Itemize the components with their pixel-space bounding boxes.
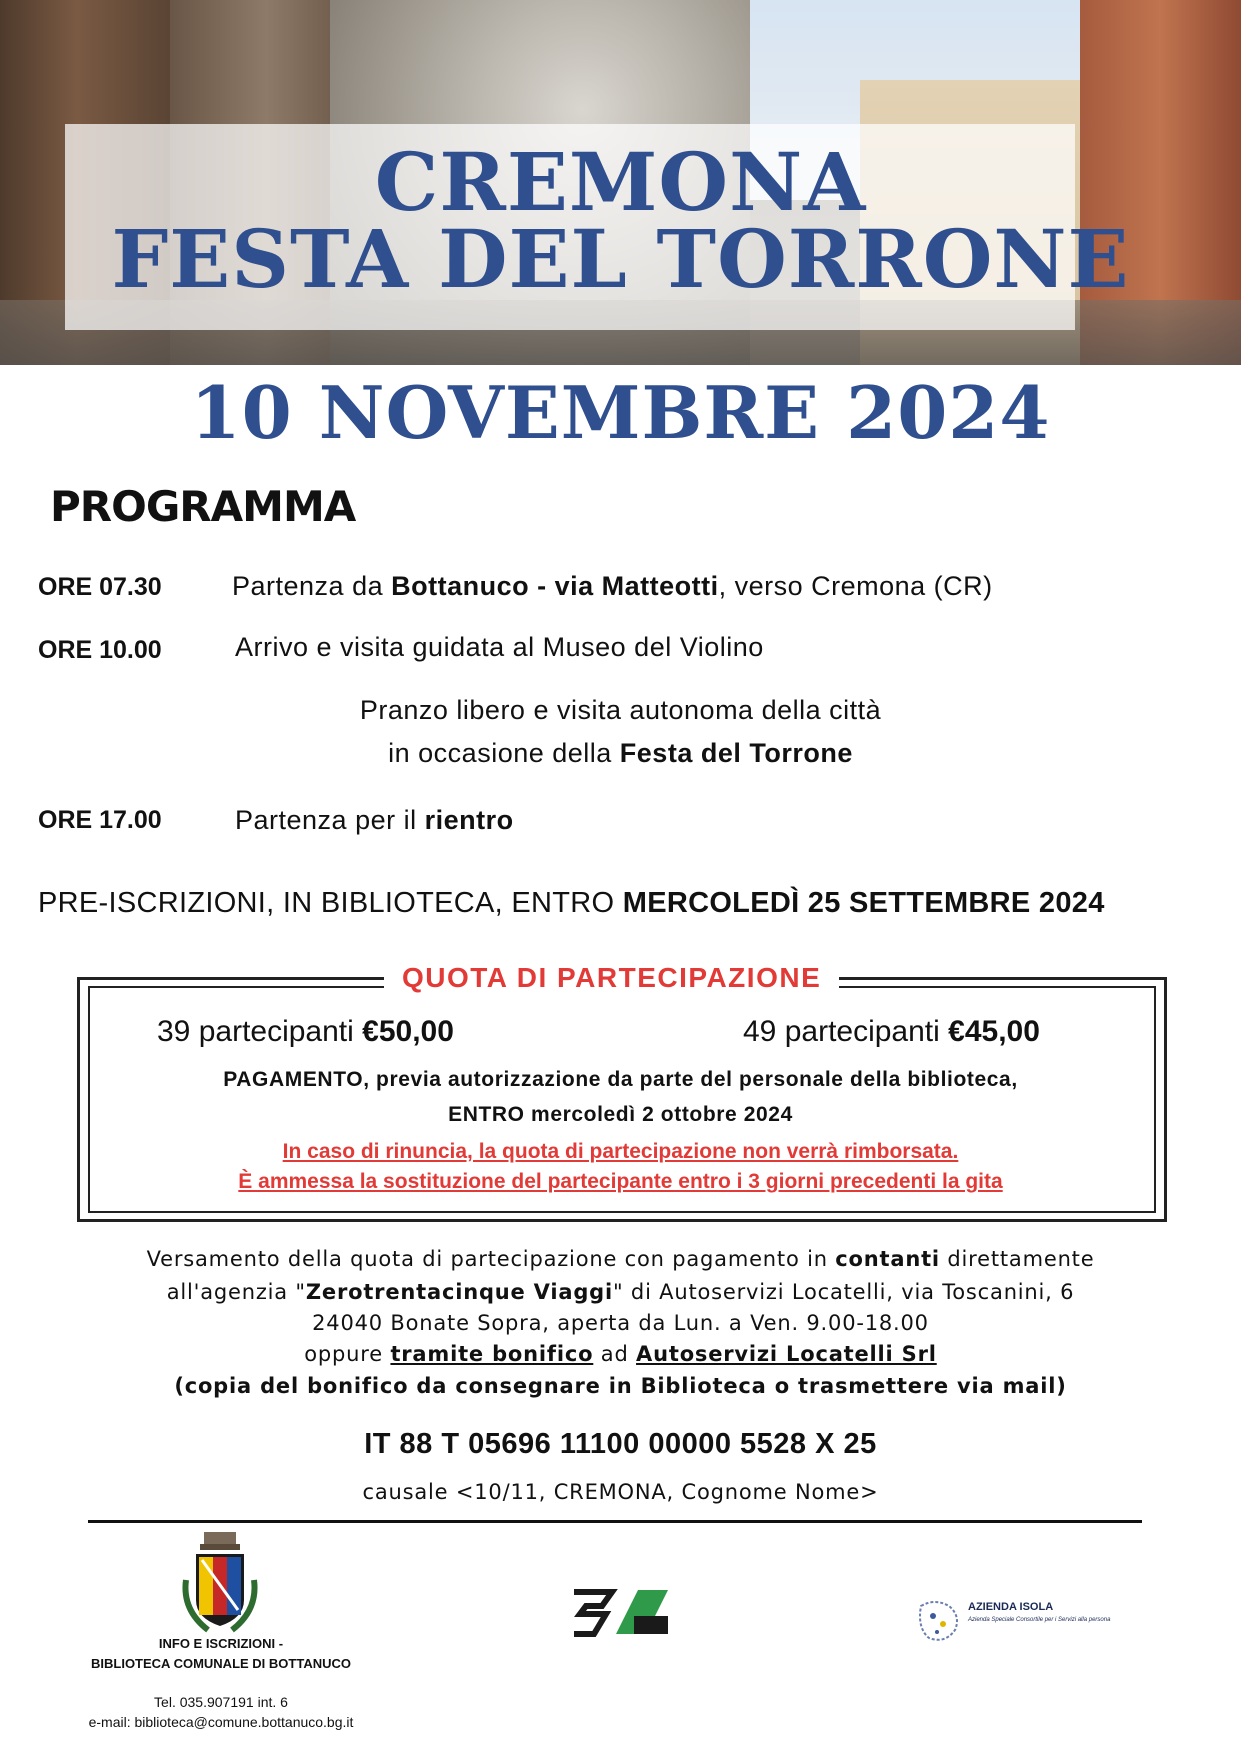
program-item-4: Partenza per il rientro [235,805,514,835]
price-option-1: 39 partecipanti €50,00 [157,1015,454,1048]
program-item-3-line1: Pranzo libero e visita autonoma della città [359,695,882,725]
payment-line-1: PAGAMENTO, previa autorizzazione da parte del personale della biblioteca, [223,1068,1018,1091]
versamento-line-2: all'agenzia "Zerotrentacinque Viaggi" di Autoservizi Locatelli, via Toscanini, 6 [166,1280,1075,1304]
time-2: ORE 10.00 [38,636,162,664]
info-heading-1: INFO E ISCRIZIONI - [158,1636,284,1651]
price-option-2: 49 partecipanti €45,00 [743,1015,1040,1048]
azienda-isola-logo-icon [915,1596,965,1646]
warning-substitution: È ammessa la sostituzione del partecipante entro i 3 giorni precedenti la gita [238,1170,1003,1193]
program-item-3-line2: in occasione della Festa del Torrone [388,738,853,768]
municipal-crest-icon [178,1530,262,1638]
library-system-logo-icon [572,1582,672,1640]
info-heading-2: BIBLIOTECA COMUNALE DI BOTTANUCO [91,1656,351,1671]
versamento-line-4: oppure tramite bonifico ad Autoservizi Locatelli Srl [304,1342,937,1366]
iban: IT 88 T 05696 11100 00000 5528 X 25 [364,1428,877,1460]
programma-heading: PROGRAMMA [50,482,356,531]
versamento-line-5: (copia del bonifico da consegnare in Biblioteca o trasmettere via mail) [174,1374,1067,1398]
warning-refund: In caso di rinuncia, la quota di partecipazione non verrà rimborsata. [282,1140,959,1163]
title-event: FESTA DEL TORRONE [111,212,1130,306]
azienda-isola-name: AZIENDA ISOLA [968,1601,1054,1613]
time-3: ORE 17.00 [38,806,162,834]
azienda-isola-subtitle: Azienda Speciale Consortile per i Servizi alla persona [968,1617,1111,1623]
time-1: ORE 07.30 [38,573,162,601]
program-item-1: Partenza da Bottanuco - via Matteotti, verso Cremona (CR) [232,571,993,601]
causale: causale <10/11, CREMONA, Cognome Nome> [362,1480,879,1504]
event-date: 10 NOVEMBRE 2024 [190,370,1051,455]
versamento-line-3: 24040 Bonate Sopra, aperta da Lun. a Ven. 9.00-18.00 [312,1311,929,1335]
versamento-line-1: Versamento della quota di partecipazione con pagamento in contanti direttamente [146,1247,1095,1271]
program-item-2: Arrivo e visita guidata al Museo del Violino [235,632,764,662]
telephone: Tel. 035.907191 int. 6 [154,1694,288,1710]
divider [88,1520,1142,1523]
payment-line-2: ENTRO mercoledì 2 ottobre 2024 [448,1103,793,1126]
preiscrizioni-notice: PRE-ISCRIZIONI, IN BIBLIOTECA, ENTRO MERCOLEDÌ 25 SETTEMBRE 2024 [38,887,1105,919]
title-city: CREMONA [374,135,867,229]
quota-title: QUOTA DI PARTECIPAZIONE [384,962,839,994]
email: e-mail: biblioteca@comune.bottanuco.bg.it [88,1714,354,1730]
